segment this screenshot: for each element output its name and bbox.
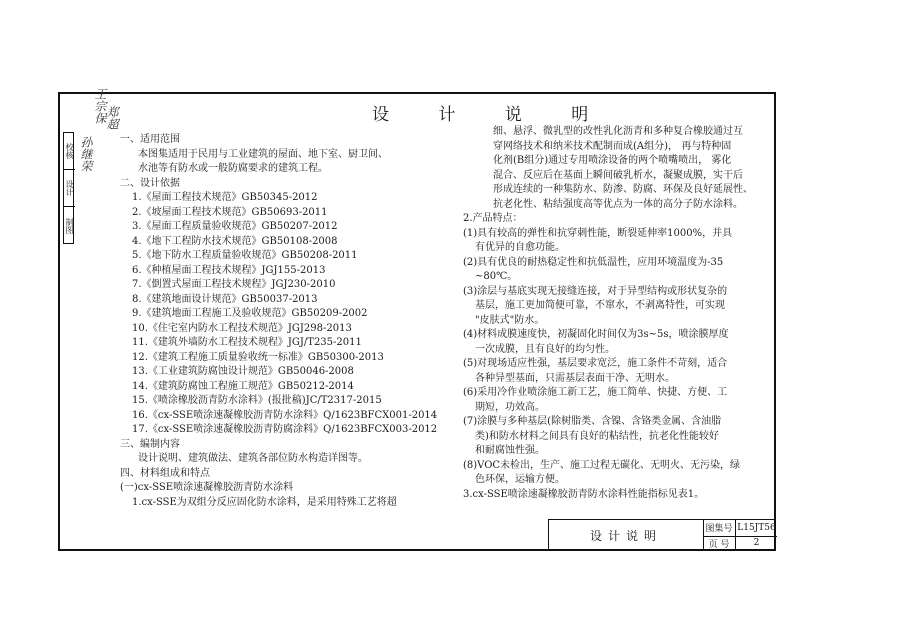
text-line: 6.《种植屋面工程技术规程》JGJ155-2013	[132, 264, 326, 276]
text-line: 8.《建筑地面设计规范》GB50037-2013	[132, 293, 318, 305]
text-line: 2.《坡屋面工程技术规范》GB50693-2011	[132, 206, 328, 218]
right-column-text	[463, 125, 768, 502]
text-line: (一)cx-SSE喷涂速凝橡胶沥青防水涂料	[120, 482, 294, 493]
text-line: 色环保，运输方便。	[475, 474, 565, 485]
title-block-name: 设计说明	[549, 520, 704, 551]
text-line: 二、设计依据	[120, 177, 180, 189]
text-line: 化剂(B组分)通过专用喷涂设备的两个喷嘴喷出， 雾化	[493, 155, 732, 166]
text-line: 设计说明、建筑做法、建筑各部位防水构造详图等。	[138, 453, 368, 464]
text-line: 10.《住宅室内防水工程技术规范》JGJ298-2013	[132, 322, 352, 334]
page-title: 设 计 说 明	[372, 105, 611, 125]
text-line: 抗老化性、粘结强度高等优点为一体的高分子防水涂料。	[493, 198, 743, 210]
signature-area	[76, 86, 119, 236]
text-line: ~80℃。	[475, 271, 518, 282]
text-line: 11.《建筑外墙防水工程技术规程》JGJ/T235-2011	[132, 337, 362, 348]
text-line: (5)对现场适应性强，基层要求宽泛，施工条件不苛刻，适合	[463, 358, 728, 369]
approval-label-design: 设计	[64, 170, 75, 207]
text-line: (4)材料成膜速度快，初凝固化时间仅为3s~5s，喷涂膜厚度	[463, 329, 729, 340]
text-line: 混合、反应后在基面上瞬间破乳析水，凝聚成膜，实干后	[493, 169, 743, 181]
text-line: 9.《建筑地面工程施工及验收规范》GB50209-2002	[132, 308, 368, 319]
left-column-text	[120, 133, 450, 510]
text-line: 4.《地下工程防水技术规范》GB50108-2008	[132, 235, 338, 247]
title-block-page-row	[703, 536, 777, 552]
page-label: 页 号	[703, 536, 736, 552]
atlas-label: 图集号	[703, 520, 736, 536]
signature-3: 郑超	[105, 106, 119, 130]
text-line: 16.《cx-SSE喷涂速凝橡胶沥青防水涂料》Q/1623BFCX001-2014	[132, 409, 438, 421]
title-block	[548, 519, 776, 551]
text-line: 3.《屋面工程质量验收规范》GB50207-2012	[132, 221, 338, 232]
text-line: 穿网络技术和纳米技术配制而成(A组分)， 再与特种固	[493, 140, 732, 152]
text-line: 一、适用范围	[120, 134, 180, 145]
text-line: 形成连续的一种集防水、防渗、防腐、环保及良好延展性、	[493, 184, 753, 195]
text-line: 15.《喷涂橡胶沥青防水涂料》(报批稿)JC/T2317-2015	[132, 395, 382, 406]
text-line: (1)具有较高的弹性和抗穿刺性能，断裂延伸率1000%，并具	[463, 227, 733, 239]
text-line: 1.《屋面工程技术规范》GB50345-2012	[132, 192, 318, 203]
text-line: 类)和防水材料之间具有良好的粘结性，抗老化性能较好	[475, 430, 719, 442]
text-line: 基层，施工更加简便可靠，不窜水，不剥离特性，可实现	[475, 300, 725, 311]
text-line: 5.《地下防水工程质量验收规范》GB50208-2011	[132, 250, 358, 261]
approval-label-check: 校核	[64, 133, 75, 170]
text-line: 三、编制内容	[120, 438, 180, 450]
text-line: 水池等有防水或一般防腐要求的建筑工程。	[138, 163, 328, 174]
title-block-atlas-row	[703, 520, 777, 537]
text-line: 3.cx-SSE喷涂速凝橡胶沥青防水涂料性能指标见表1。	[463, 488, 705, 500]
text-line: 有优异的自愈功能。	[475, 242, 565, 253]
text-line: (7)涂膜与多种基层(除树脂类、含镍、含铬类金属、含油脂	[463, 416, 722, 427]
text-line: 14.《建筑防腐蚀工程施工规范》GB50212-2014	[132, 380, 354, 392]
text-line: 本图集适用于民用与工业建筑的屋面、地下室、厨卫间、	[138, 148, 388, 160]
text-line: (8)VOC未检出，生产、施工过程无碳化、无明火、无污染，绿	[463, 459, 741, 471]
approval-labels	[63, 132, 74, 244]
signature-1: 孙继荣	[79, 136, 93, 172]
approval-label-draw: 制图	[65, 217, 74, 234]
text-line: 期短，功效高。	[475, 401, 545, 413]
text-line: 四、材料组成和特点	[120, 467, 210, 479]
page-number: 2	[753, 538, 760, 549]
text-line: 12.《建筑工程施工质量验收统一标准》GB50300-2013	[132, 351, 384, 363]
text-line: 一次成膜，且有良好的均匀性。	[475, 343, 615, 355]
text-line: (3)涂层与基底实现无接缝连接，对于异型结构或形状复杂的	[463, 285, 728, 297]
text-line: 13.《工业建筑防腐蚀设计规范》GB50046-2008	[132, 366, 354, 377]
text-line: 和耐腐蚀性强。	[475, 445, 545, 456]
signature-2: 王宗保	[93, 88, 107, 124]
text-line: 7.《倒置式屋面工程技术规程》JGJ230-2010	[132, 279, 336, 290]
text-line: 17.《cx-SSE喷涂速凝橡胶沥青防腐涂料》Q/1623BFCX003-2012	[132, 424, 438, 435]
atlas-value: L15JT56	[737, 522, 776, 533]
text-line: 2.产品特点：	[463, 213, 523, 224]
text-line: 各种异型基面，只需基层表面干净、无明水。	[475, 372, 675, 384]
text-line: (2)具有优良的耐热稳定性和抗低温性，应用环境温度为-35	[463, 256, 724, 268]
text-line: 1.cx-SSE为双组分反应固化防水涂料，是采用特殊工艺将超	[132, 496, 397, 508]
text-line: "皮肤式"防水。	[475, 314, 545, 326]
text-line: 细、悬浮、微乳型的改性乳化沥青和多种复合橡胶通过互	[493, 126, 743, 137]
text-line: (6)采用冷作业喷涂施工新工艺，施工简单、快捷、方便、工	[463, 387, 728, 398]
